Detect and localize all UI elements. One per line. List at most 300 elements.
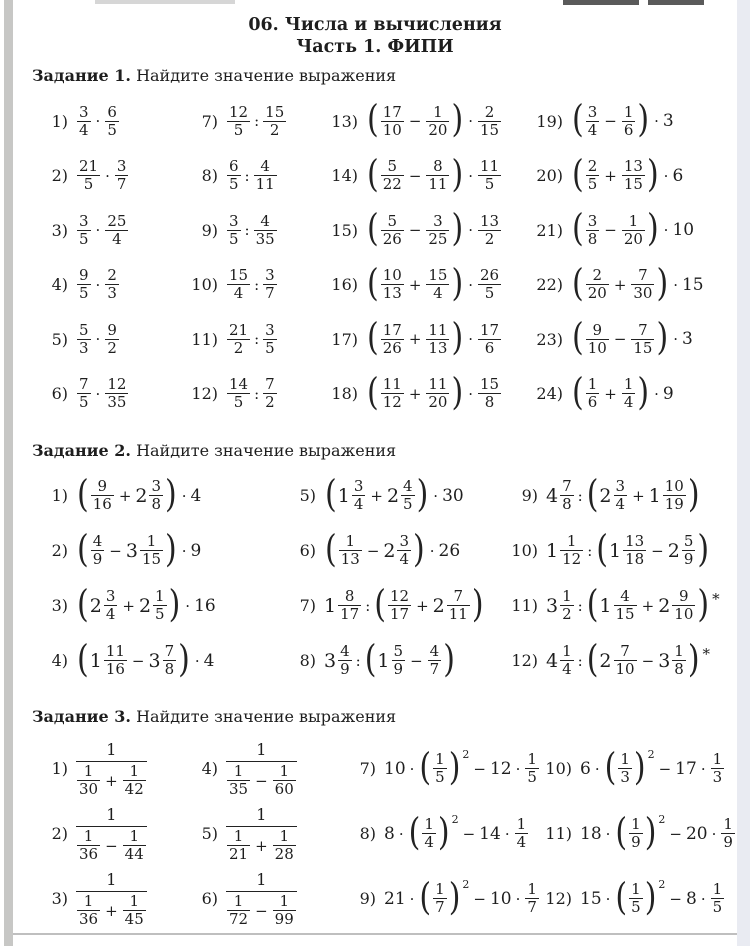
whole-number: 2: [599, 649, 612, 672]
fraction: [614, 479, 628, 512]
item-number: 1): [51, 759, 68, 778]
parenthesis: (: [615, 875, 628, 919]
asterisk: *: [712, 589, 720, 608]
operator: −: [131, 651, 145, 670]
expression: [226, 870, 297, 927]
expression: [366, 206, 502, 251]
mixed-number: [599, 479, 628, 512]
cropped-text-remnant: [563, 0, 639, 5]
denominator: 45: [124, 910, 144, 928]
parenthesis: ): [451, 97, 464, 142]
numerator: 21: [79, 157, 99, 176]
number: 3: [662, 111, 674, 132]
fraction: [254, 211, 277, 248]
expression-item: [182, 258, 322, 313]
fraction: [227, 268, 250, 301]
fraction: [618, 752, 632, 785]
item-number: 5): [51, 329, 68, 349]
parenthesis: ): [687, 472, 700, 516]
fraction: [401, 479, 415, 512]
item-number: 4): [201, 759, 218, 778]
number: 3: [681, 329, 693, 350]
fraction: [711, 882, 725, 915]
numerator: 1: [426, 105, 449, 122]
parenthesis: ): [413, 527, 425, 571]
expression: [324, 582, 485, 626]
expression: [76, 159, 129, 192]
task2-items-grid: [32, 468, 732, 688]
fraction: [104, 644, 127, 677]
expression: [571, 206, 695, 251]
whole-number: 1: [89, 649, 102, 672]
numerator: 5: [381, 214, 404, 231]
fraction: [115, 159, 129, 192]
numerator: 1: [712, 750, 723, 768]
numerator: 3: [151, 477, 162, 495]
item-number: 9): [521, 486, 538, 505]
whole-number: 2: [386, 484, 400, 507]
fraction: [663, 479, 686, 512]
whole-number: 4: [546, 649, 559, 672]
expression: [226, 805, 297, 862]
compound-denominator: [226, 826, 297, 862]
numerator: 1: [227, 894, 250, 911]
operator: −: [255, 771, 268, 790]
fraction: [105, 320, 119, 357]
operator: +: [255, 836, 268, 855]
page-title-line2: Часть 1. ФИПИ: [296, 37, 454, 57]
numerator: 8: [338, 589, 361, 606]
operator: :: [254, 112, 260, 131]
fraction: [263, 268, 277, 301]
denominator: 11: [428, 175, 448, 194]
item-number: 5): [299, 486, 316, 505]
expression-item: [340, 801, 536, 866]
numerator: 4: [403, 477, 413, 495]
expression: [76, 472, 202, 516]
numerator: 7: [631, 323, 654, 340]
numerator: 7: [447, 589, 470, 606]
compound-numerator: [76, 870, 147, 891]
operator: ·: [468, 384, 473, 403]
numerator: 5: [683, 532, 694, 550]
item-number: 10): [191, 275, 218, 295]
expression-item: [280, 633, 502, 688]
parenthesis: (: [572, 97, 584, 142]
numerator: 9: [91, 479, 114, 496]
operator: −: [410, 651, 423, 670]
fraction: [447, 589, 470, 622]
denominator: 3: [712, 768, 723, 786]
parenthesis: ): [416, 472, 429, 516]
expression-item: [280, 578, 502, 633]
denominator: 26: [382, 338, 402, 357]
numerator: 9: [672, 589, 695, 606]
fraction: [478, 268, 501, 301]
numerator: 1: [527, 750, 537, 768]
parenthesis: (: [77, 472, 89, 516]
mixed-number: [324, 589, 362, 622]
task1-items-grid: [32, 94, 707, 421]
numerator: 1: [77, 764, 100, 781]
fraction: [163, 644, 177, 677]
number: 12: [489, 758, 512, 779]
operator: +: [370, 486, 383, 505]
operator: :: [587, 541, 593, 560]
expression-item: [182, 203, 322, 258]
fraction: [263, 377, 277, 410]
task3-label: Задание 3.: [32, 707, 131, 726]
fraction: [560, 589, 574, 622]
denominator: 17: [340, 605, 360, 623]
compound-numerator: [76, 805, 147, 826]
operator: +: [416, 596, 429, 615]
fraction: [478, 377, 501, 410]
expression-item: [502, 633, 732, 688]
fraction: [153, 589, 167, 622]
operator: ·: [515, 889, 521, 908]
expression-item: [32, 736, 182, 801]
denominator: 4: [615, 495, 626, 513]
fraction: [77, 211, 91, 248]
denominator: 5: [233, 120, 244, 139]
compound-fraction: [226, 805, 297, 862]
expression: [366, 97, 502, 142]
parenthesis: ): [646, 206, 659, 251]
parenthesis: (: [419, 875, 432, 919]
operator: −: [366, 541, 380, 560]
numerator: 1: [77, 894, 100, 911]
numerator: 4: [92, 532, 103, 550]
numerator: 12: [229, 102, 249, 121]
exponent: 2: [451, 813, 459, 826]
numerator: 15: [265, 102, 285, 121]
mixed-number: [383, 534, 412, 567]
item-number: 8): [201, 166, 218, 186]
mixed-number: [599, 589, 637, 622]
operator: ·: [409, 889, 415, 908]
task1-heading: [32, 66, 396, 86]
numerator: 21: [229, 320, 249, 339]
denominator: 2: [265, 393, 275, 412]
numerator: 3: [79, 102, 89, 121]
denominator: 4: [433, 284, 443, 303]
whole-number: 1: [337, 484, 350, 507]
fraction: [623, 534, 646, 567]
denominator: 5: [435, 768, 445, 786]
item-number: 17): [331, 329, 358, 349]
denominator: 16: [105, 660, 125, 678]
expression-item: [32, 523, 280, 578]
fraction: [586, 377, 600, 410]
numerator: 3: [229, 211, 239, 230]
fraction: [227, 102, 250, 139]
numerator: 11: [428, 320, 448, 339]
fraction: [388, 589, 411, 622]
denominator: 7: [429, 660, 440, 678]
compound-fraction: [226, 740, 297, 797]
expression: [76, 377, 129, 410]
numerator: 1: [712, 880, 723, 898]
whole-number: 2: [383, 539, 396, 562]
item-number: 5): [201, 824, 218, 843]
parenthesis: ): [637, 97, 650, 142]
numerator: 10: [382, 266, 402, 285]
item-number: 6): [201, 889, 218, 908]
denominator: 5: [712, 898, 723, 916]
expression-item: [182, 312, 322, 367]
mixed-number: [546, 479, 575, 512]
expression: [580, 810, 736, 854]
fraction: [77, 829, 100, 862]
whole-number: 3: [125, 539, 138, 562]
parenthesis: ): [448, 875, 461, 919]
operator: ·: [95, 112, 101, 131]
whole-number: 1: [599, 594, 612, 617]
page-title-line1: 06. Числа и вычисления: [248, 15, 502, 35]
compound-numerator: [226, 740, 297, 761]
denominator: 16: [92, 495, 112, 513]
operator: ·: [468, 275, 473, 294]
expression: [571, 97, 674, 142]
numerator: 1: [123, 829, 146, 846]
denominator: 11: [448, 605, 468, 623]
denominator: 9: [683, 550, 694, 568]
compound-numerator: [226, 870, 297, 891]
fraction: [672, 589, 695, 622]
cropped-text-remnant: [648, 0, 704, 5]
expression-item: [32, 203, 182, 258]
compound-numerator: [226, 805, 297, 826]
operator: +: [641, 596, 655, 615]
parenthesis: (: [367, 261, 379, 305]
fraction: [381, 159, 404, 192]
denominator: 12: [382, 393, 402, 412]
fraction: [263, 320, 277, 357]
parenthesis: ): [471, 582, 484, 626]
mixed-number: [377, 644, 406, 677]
numerator: 9: [107, 320, 117, 339]
numerator: 3: [587, 102, 598, 121]
denominator: 5: [79, 229, 89, 248]
mixed-number: [387, 479, 416, 512]
numerator: 1: [273, 829, 296, 846]
numerator: 11: [105, 642, 125, 660]
compound-fraction: [76, 740, 147, 797]
numerator: 1: [140, 534, 163, 551]
numerator: 7: [631, 268, 654, 285]
parenthesis: ): [637, 370, 650, 414]
operator: :: [244, 221, 250, 240]
mixed-number: [126, 534, 164, 567]
parenthesis: (: [596, 527, 608, 571]
operator: ·: [673, 275, 678, 294]
denominator: 35: [255, 229, 275, 248]
operator: +: [408, 275, 422, 294]
fraction: [77, 102, 91, 139]
operator: −: [462, 824, 476, 843]
operator: +: [604, 166, 617, 185]
fraction: [721, 817, 735, 850]
expression: [366, 370, 502, 414]
denominator: 7: [435, 898, 445, 916]
fraction: [227, 829, 250, 862]
operator: ·: [654, 384, 659, 403]
expression: [384, 745, 540, 789]
fraction: [711, 752, 725, 785]
expression-item: [32, 94, 182, 149]
denominator: 30: [79, 780, 99, 798]
numerator: 2: [107, 266, 117, 285]
fraction: [682, 534, 696, 567]
parenthesis: (: [586, 637, 599, 681]
expression-item: [32, 578, 280, 633]
operator: ·: [95, 330, 101, 349]
compound-denominator: [76, 826, 147, 862]
expression: [384, 875, 540, 919]
mixed-number: [546, 534, 584, 567]
denominator: 9: [393, 660, 404, 678]
expression-item: [536, 801, 733, 866]
operator: −: [604, 221, 617, 240]
fraction: [77, 377, 91, 410]
fraction: [622, 102, 636, 139]
fraction: [381, 102, 404, 139]
fraction: [338, 589, 361, 622]
parenthesis: (: [374, 582, 386, 626]
parenthesis: ): [448, 745, 461, 789]
expression-item: [527, 312, 707, 367]
item-number: 24): [536, 384, 563, 404]
number: 9: [662, 383, 674, 404]
task2-heading: [32, 441, 396, 461]
denominator: 15: [633, 338, 653, 357]
numerator: 4: [614, 589, 637, 606]
fraction: [622, 211, 645, 248]
denominator: 4: [562, 660, 572, 678]
operator: +: [613, 275, 627, 294]
denominator: 7: [527, 898, 537, 916]
number: 6: [580, 758, 591, 779]
numerator: 7: [562, 477, 572, 495]
operator: ·: [181, 541, 187, 560]
expression-item: [182, 736, 340, 801]
denominator: 5: [229, 175, 239, 194]
expression-item: [502, 578, 732, 633]
numerator: 12: [389, 587, 410, 605]
expression: [76, 527, 202, 571]
numerator: 13: [623, 157, 643, 176]
numerator: 1: [227, 829, 250, 846]
denominator: 25: [428, 229, 448, 248]
denominator: 6: [587, 393, 598, 412]
operator: ·: [673, 330, 678, 349]
numerator: 1: [562, 587, 572, 605]
expression: [571, 152, 684, 196]
expression: [366, 315, 502, 360]
denominator: 10: [587, 338, 607, 357]
denominator: 72: [229, 910, 249, 928]
numerator: 7: [79, 375, 89, 394]
denominator: 4: [233, 284, 244, 303]
operator: −: [473, 889, 486, 908]
item-number: 7): [299, 596, 316, 615]
expression: [76, 582, 216, 626]
parenthesis: (: [77, 527, 89, 571]
operator: ·: [185, 596, 191, 615]
fraction: [273, 764, 296, 797]
denominator: 13: [382, 284, 402, 303]
operator: −: [669, 889, 682, 908]
whole-number: 2: [135, 484, 148, 507]
operator: ·: [194, 651, 200, 670]
numerator: 17: [382, 320, 402, 339]
expression: [226, 740, 297, 797]
denominator: 4: [623, 393, 634, 412]
operator: :: [577, 486, 583, 505]
item-number: 23): [536, 329, 563, 349]
denominator: 6: [484, 338, 495, 357]
denominator: 4: [105, 605, 116, 623]
item-number: 11): [191, 329, 218, 349]
number: 1: [106, 805, 117, 824]
expression: [366, 261, 502, 305]
denominator: 3: [620, 768, 630, 786]
denominator: 5: [79, 393, 89, 412]
expression-item: [32, 468, 280, 523]
parenthesis: (: [367, 315, 379, 360]
mixed-number: [609, 534, 647, 567]
fraction: [381, 211, 404, 248]
operator: ·: [504, 824, 510, 843]
operator: −: [109, 541, 122, 560]
parenthesis: ): [165, 472, 177, 516]
number: 18: [580, 823, 602, 844]
denominator: 20: [623, 229, 643, 248]
denominator: 4: [424, 833, 434, 851]
item-number: 8): [359, 824, 376, 843]
item-number: 10): [545, 759, 572, 778]
cropped-text-remnant: [95, 0, 235, 4]
item-number: 12): [191, 384, 218, 404]
operator: ·: [409, 759, 415, 778]
fraction: [629, 882, 643, 915]
fraction: [426, 268, 449, 301]
parenthesis: ): [697, 527, 710, 571]
page-bottom-rule: [13, 933, 737, 935]
parenthesis: (: [586, 472, 599, 516]
operator: −: [613, 330, 627, 349]
operator: ·: [594, 759, 600, 778]
item-number: 1): [51, 111, 68, 131]
parenthesis: (: [572, 206, 584, 251]
denominator: 8: [562, 495, 572, 513]
mixed-number: [599, 644, 637, 677]
numerator: 1: [435, 750, 445, 768]
fraction: [586, 102, 600, 139]
fraction: [123, 829, 146, 862]
numerator: 8: [426, 159, 449, 176]
item-number: 3): [51, 889, 68, 908]
whole-number: 2: [432, 594, 445, 617]
numerator: 1: [123, 894, 146, 911]
operator: ·: [468, 112, 473, 131]
operator: ·: [468, 221, 473, 240]
numerator: 1: [123, 764, 146, 781]
denominator: 13: [428, 338, 448, 357]
number: 4: [190, 485, 202, 506]
denominator: 5: [233, 393, 244, 412]
